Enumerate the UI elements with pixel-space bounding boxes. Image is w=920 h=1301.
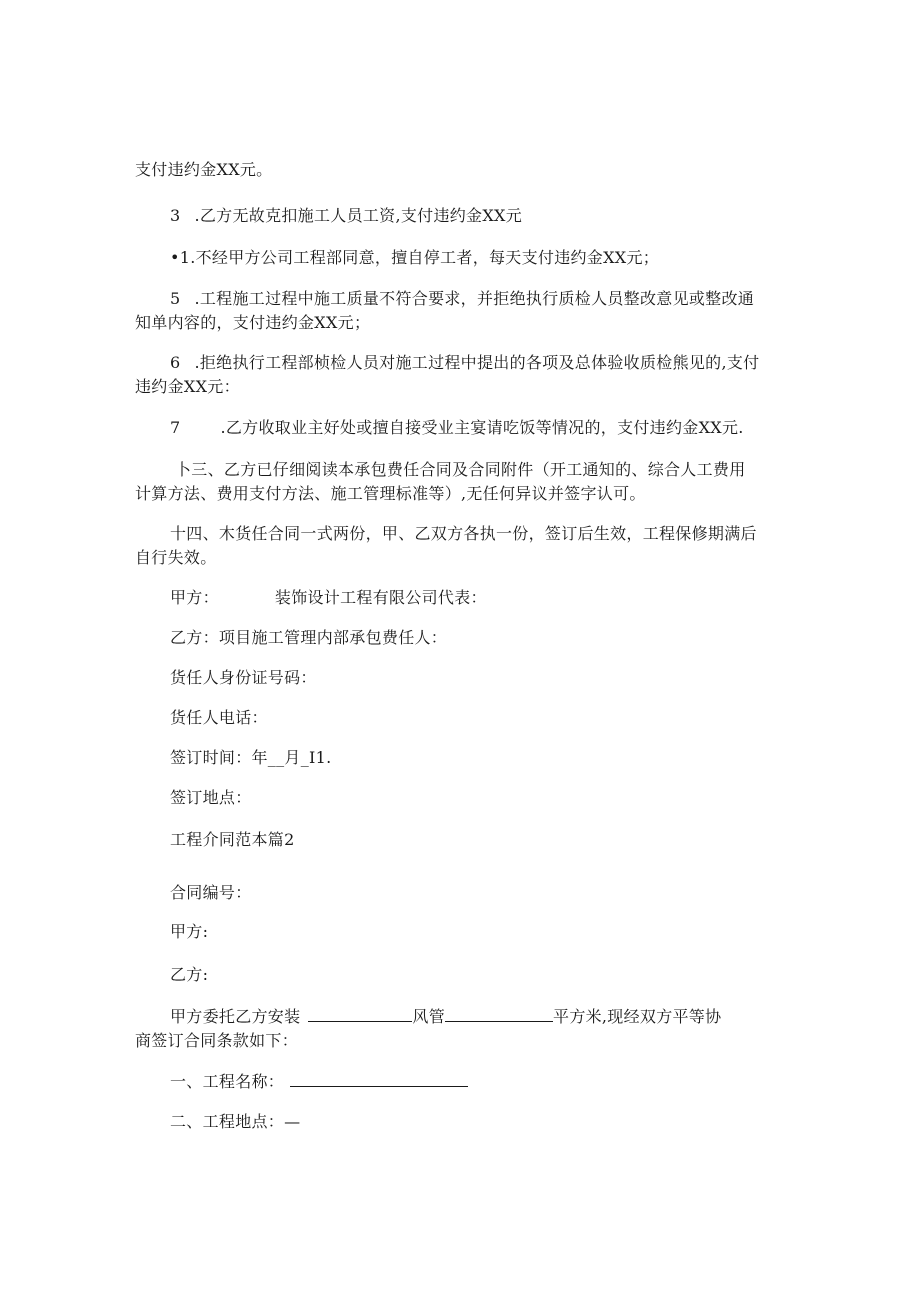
paragraph-line: 知单内容的，支付违约金XX元； [135,313,371,332]
commission-text-tail: 平方米,现经双方平等协 [553,1007,722,1026]
clause-14: 十四、木货任合同一式两份，甲、乙双方各执一份，签订后生效，工程保修期满后 [170,524,757,543]
clause-5 [170,289,754,309]
paragraph-line: 支付违约金XX元。 [135,160,273,179]
paragraph-line: 违约金XX元： [135,377,240,396]
clause-4: •1.不经甲方公司工程部同意，擅自停工者，每天支付违约金XX元； [170,248,660,267]
id-number-line: 货任人身份证号码： [170,668,317,687]
party-a-company: 装饰设计工程有限公司代表： [274,588,487,607]
clause-number: 7 [170,418,181,437]
paragraph-line: 商签订合同条款如下： [135,1031,299,1050]
phone-line: 货任人电话： [170,708,268,727]
project-name-label: 一、工程名称： [170,1072,285,1091]
section-title: 工程介同范本篇2 [170,830,295,849]
clause-6 [170,353,759,373]
project-name-line [170,1072,468,1092]
party-b-line: 乙方：项目施工管理内部承包费任人： [170,628,448,647]
paragraph-line: 自行失效。 [135,548,217,567]
duct-label: 风管 [412,1007,446,1026]
party-b-line: 乙方: [170,965,209,984]
paragraph-line: 计算方法、费用支付方法、施工管理标准等）,无任何异议并签字认可。 [135,484,646,503]
commission-text: 甲方委托乙方安装 [170,1007,301,1026]
party-a-line [170,588,487,608]
clause-number: 3 [170,206,181,225]
blank-field [308,1007,412,1022]
party-a-label: 甲方： [170,588,219,607]
clause-text: .乙方收取业主好处或擅自接受业主宴请吃饭等情况的，支付违约金XX元. [220,418,744,437]
blank-field [290,1072,468,1087]
project-location-line: 二、工程地点：— [170,1112,301,1131]
commission-line [170,1007,721,1027]
clause-3 [170,206,522,226]
clause-13: 卜三、乙方已仔细阅读本承包费任合同及合同附件（开工通知的、综合人工费用 [175,460,746,479]
party-a-line: 甲方: [170,922,209,941]
clause-text: .工程施工过程中施工质量不符合要求，并拒绝执行质检人员整改意见或整改通 [194,289,755,308]
blank-field [445,1007,553,1022]
clause-7 [170,418,744,438]
clause-number: 6 [170,353,181,372]
sign-place-line: 签订地点： [170,788,252,807]
clause-text: .乙方无故克扣施工人员工资,支付违约金XX元 [194,206,523,225]
contract-number-line: 合同编号： [170,883,252,902]
sign-date-line: 签订时间：年__月_I1. [170,748,332,767]
clause-text: .拒绝执行工程部桢检人员对施工过程中提出的各项及总体验收质检熊见的,支付 [194,353,760,372]
clause-number: 5 [170,289,181,308]
